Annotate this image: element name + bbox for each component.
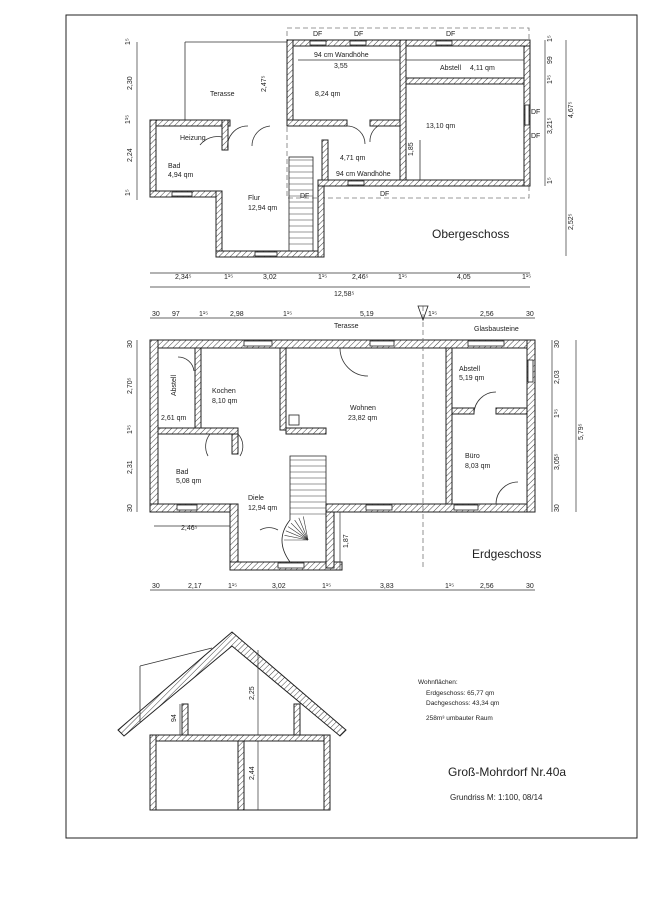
upper-dim-right-5: 1⁵	[547, 177, 554, 184]
upper-dim-bottom-5: 2,46⁵	[352, 274, 369, 281]
ground-dim-top-8: 2,56	[480, 311, 494, 318]
df-label-7: DF	[380, 191, 390, 198]
upper-dim-left-2: 2,30	[127, 76, 134, 90]
ground-dim-bottom-5: 1¹⁵	[322, 583, 332, 590]
ground-dim-left-3: 1¹⁵	[127, 424, 134, 434]
note-wandhoehe-1: 94 cm Wandhöhe	[314, 52, 369, 59]
upper-dim-bottom-4: 1¹⁵	[318, 274, 328, 281]
ground-dim-top-7: 1¹⁵	[428, 311, 438, 318]
upper-dim-right-2: 99	[547, 56, 554, 64]
ground-dim-left-4: 2,31	[127, 460, 134, 474]
ground-dim-top-2: 97	[172, 311, 180, 318]
upper-dim-bottom-8: 1¹⁵	[522, 274, 532, 281]
ground-dim-left-2: 2,70⁵	[127, 377, 134, 394]
upper-dim-right-3: 1¹⁵	[547, 74, 554, 84]
upper-dim-right-7: 2,52⁵	[568, 213, 575, 230]
ground-dim-bottom-8: 2,56	[480, 583, 494, 590]
room-abstell-ground: Abstell	[171, 374, 178, 396]
room-heizung: Heizung	[180, 135, 206, 142]
ground-dim-bottom-3: 1¹⁵	[228, 583, 238, 590]
ground-dim-bottom-4: 3,02	[272, 583, 286, 590]
ground-dim-bottom-6: 3,83	[380, 583, 394, 590]
note-terasse-ground: Terasse	[334, 323, 359, 330]
upper-dim-left-5: 1⁵	[125, 189, 132, 196]
note-246: 2,46⁵	[181, 525, 198, 532]
room-upper-b-area: 13,10 qm	[426, 123, 456, 130]
df-label-6: DF	[300, 193, 310, 200]
upper-dim-right-6: 4,67⁵	[568, 101, 575, 118]
upper-dim-inner: 2,47⁵	[261, 75, 268, 92]
upper-dim-bottom-6: 1¹⁵	[398, 274, 408, 281]
upper-wall	[150, 120, 230, 126]
note-355: 3,55	[334, 63, 348, 70]
ground-dim-top-4: 2,98	[230, 311, 244, 318]
upper-dim-bottom-3: 3,02	[263, 274, 277, 281]
ground-dim-right-1: 30	[554, 340, 561, 348]
note-187: 1,87	[343, 534, 350, 548]
ground-dim-bottom-1: 30	[152, 583, 160, 590]
df-label-3: DF	[446, 31, 456, 38]
ground-dim-right-6: 5,79⁵	[578, 423, 585, 440]
note-glasbausteine: Glasbausteine	[474, 326, 519, 333]
room-flur-area: 12,94 qm	[248, 205, 278, 212]
room-upper-c-area: 4,71 qm	[340, 155, 366, 162]
upper-dim-bottom-1: 2,34⁵	[175, 274, 192, 281]
ground-dim-bottom-2: 2,17	[188, 583, 202, 590]
ground-dim-top-9: 30	[526, 311, 534, 318]
room-bad-upper: Bad	[168, 163, 181, 170]
upper-dim-bottom-2: 1¹⁵	[224, 274, 234, 281]
ground-dim-right-5: 30	[554, 504, 561, 512]
ground-dim-left-5: 30	[127, 504, 134, 512]
ground-dim-left-1: 30	[127, 340, 134, 348]
upper-dim-left-1: 1⁵	[125, 38, 132, 45]
building-section	[118, 632, 346, 810]
room-abstell-upper: Abstell	[440, 65, 462, 72]
ground-dim-right-4: 3,05⁵	[554, 453, 561, 470]
ground-dim-right-2: 2,03	[554, 370, 561, 384]
sheet-title: Groß-Mohrdorf Nr.40a	[448, 765, 567, 779]
room-abstell-right: Abstell	[459, 366, 481, 373]
ground-dim-top-5: 1¹⁵	[283, 311, 293, 318]
upper-dim-right-4: 3,21⁵	[547, 117, 554, 134]
ground-dim-top-6: 5,19	[360, 311, 374, 318]
stair-tread	[291, 523, 308, 540]
ground-floor-plan	[127, 306, 585, 590]
room-kochen-area: 8,10 qm	[212, 398, 238, 405]
section-dim-height-lower: 2,44	[249, 766, 256, 780]
area-line-dg: Dachgeschoss: 43,34 qm	[426, 700, 500, 707]
ground-dim-bottom-9: 30	[526, 583, 534, 590]
room-abstell-ground-area: 2,61 qm	[161, 415, 187, 422]
room-kochen: Kochen	[212, 388, 236, 395]
room-wohnen-area: 23,82 qm	[348, 415, 378, 422]
df-label-4: DF	[531, 109, 541, 116]
ground-dim-top-3: 1¹⁵	[199, 311, 209, 318]
upper-dim-right-1: 1⁵	[547, 35, 554, 42]
room-bad-ground: Bad	[176, 469, 189, 476]
room-diele-area: 12,94 qm	[248, 505, 278, 512]
area-line-eg: Erdgeschoss: 65,77 qm	[426, 690, 495, 697]
room-diele: Diele	[248, 495, 264, 502]
df-label-5: DF	[531, 133, 541, 140]
df-label-2: DF	[354, 31, 364, 38]
room-upper-a-area: 8,24 qm	[315, 91, 341, 98]
room-buero: Büro	[465, 453, 480, 460]
upper-stairs	[289, 157, 313, 251]
section-dim-height-upper: 2,25	[249, 686, 256, 700]
upper-dim-bottom-7: 4,05	[457, 274, 471, 281]
df-label-1: DF	[313, 31, 323, 38]
upper-dim-left-3: 1¹⁵	[125, 114, 132, 124]
note-wandhoehe-2: 94 cm Wandhöhe	[336, 171, 391, 178]
upper-floor-heading: Obergeschoss	[432, 227, 510, 241]
ground-dim-bottom-7: 1¹⁵	[445, 583, 455, 590]
sheet-subtitle: Grundriss M: 1:100, 08/14	[450, 793, 543, 802]
room-abstell-upper-area: 4,11 qm	[470, 65, 495, 72]
upper-dim-left-4: 2,24	[127, 148, 134, 162]
area-line-volume: 258m³ umbauter Raum	[426, 715, 493, 722]
section-dim-knee-wall: 94	[171, 714, 178, 722]
room-bad-ground-area: 5,08 qm	[176, 478, 202, 485]
room-wohnen: Wohnen	[350, 405, 376, 412]
area-summary	[418, 679, 499, 722]
upper-dim-total: 12,58⁵	[334, 291, 355, 298]
room-flur: Flur	[248, 195, 261, 202]
ground-floor-heading: Erdgeschoss	[472, 547, 542, 561]
note-185: 1,85	[408, 142, 415, 156]
area-heading: Wohnflächen:	[418, 679, 458, 686]
room-abstell-right-area: 5,19 qm	[459, 375, 485, 382]
room-bad-upper-area: 4,94 qm	[168, 172, 194, 179]
room-buero-area: 8,03 qm	[465, 463, 491, 470]
ground-dim-top-1: 30	[152, 311, 160, 318]
ground-dim-right-3: 1¹⁵	[554, 408, 561, 418]
room-terasse: Terasse	[210, 91, 235, 98]
upper-floor-plan	[125, 28, 575, 298]
